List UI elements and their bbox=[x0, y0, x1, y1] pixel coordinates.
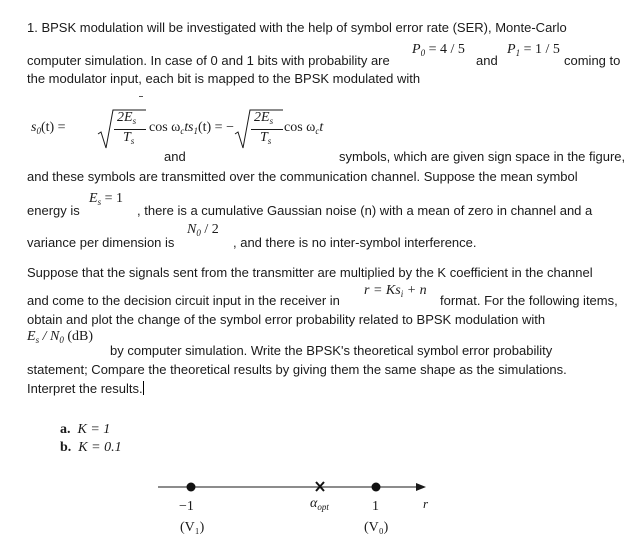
question-line-6: and these symbols are transmitted over the communication channel. Suppose the mean symbol bbox=[27, 169, 578, 184]
question-line-7a: energy is bbox=[27, 203, 80, 218]
p1-formula: $P_1 = 1 / 5$ bbox=[507, 42, 560, 58]
question-line-9: Suppose that the signals sent from the transmitter are multiplied by the K coefficient in the channel bbox=[27, 265, 593, 280]
question-line-2b: and bbox=[476, 53, 498, 68]
alpha-opt-label: $\alpha_{opt}$ bbox=[310, 496, 329, 512]
right-symbol-label: (V₀) bbox=[364, 520, 389, 535]
left-value-label: −1 bbox=[179, 499, 194, 514]
es-n0-db-formula: $E_s / N_0$ (dB) bbox=[27, 329, 93, 345]
symbol-point-v0 bbox=[372, 483, 381, 492]
item-a: a. K = 1 bbox=[60, 422, 111, 437]
question-line-12b: by computer simulation. Write the BPSK's theoretical symbol error probability bbox=[110, 343, 553, 358]
question-line-8b: , and there is no inter-symbol interference. bbox=[233, 235, 477, 250]
text-cursor bbox=[143, 381, 144, 395]
question-line-5b: symbols, which are given sign space in the figure, bbox=[339, 149, 626, 164]
question-line-2a: computer simulation. In case of 0 and 1 bits with probability are bbox=[27, 53, 390, 68]
question-line-8a: variance per dimension is bbox=[27, 235, 175, 250]
axis-arrow bbox=[416, 483, 426, 491]
symbol-point-v1 bbox=[187, 483, 196, 492]
question-line-3: the modulator input, each bit is mapped to the BPSK modulated with bbox=[27, 71, 421, 86]
question-line-10a: and come to the decision circuit input in the receiver in bbox=[27, 293, 340, 308]
question-line-10b: format. For the following items, bbox=[440, 293, 618, 308]
n0-formula: $N_0 / 2$ bbox=[187, 222, 219, 238]
question-line-2c: coming to bbox=[564, 53, 621, 68]
question-line-14: Interpret the results. bbox=[27, 381, 143, 396]
axis-label-r: r bbox=[423, 496, 429, 511]
p0-formula: $P_0 = 4 / 5$ bbox=[412, 42, 465, 58]
question-line-11: obtain and plot the change of the symbol error probability related to BPSK modulation with bbox=[27, 312, 546, 327]
right-value-label: 1 bbox=[372, 499, 379, 514]
question-line-7b: , there is a cumulative Gaussian noise (n) with a mean of zero in channel and a bbox=[137, 203, 593, 218]
received-signal-formula: $r = Ks_i + n$ bbox=[364, 283, 427, 299]
item-b: b. K = 0.1 bbox=[60, 440, 122, 455]
question-line-5a: and bbox=[164, 149, 186, 164]
question-line-1: 1. BPSK modulation will be investigated with the help of symbol error rate (SER), Monte-Carlo bbox=[27, 20, 567, 35]
es-formula: $E_s = 1$ bbox=[89, 191, 123, 207]
question-line-13: statement; Compare the theoretical results by giving them the same shape as the simulations. bbox=[27, 362, 567, 377]
stray-mark bbox=[139, 96, 143, 97]
left-symbol-label: (V₁) bbox=[180, 520, 205, 535]
